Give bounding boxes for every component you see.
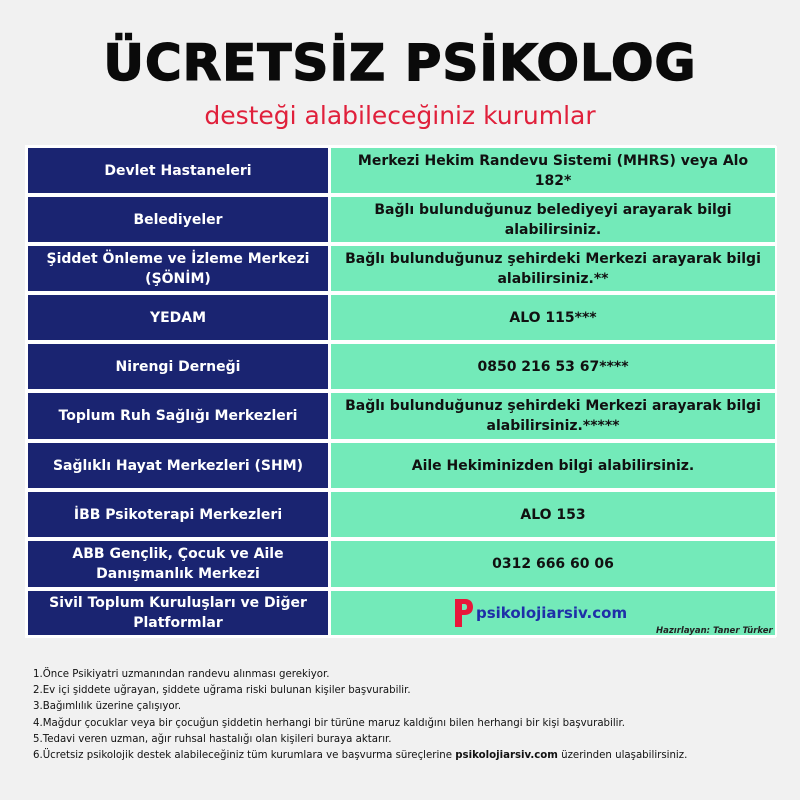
footnote-item: 3.Bağımlılık üzerine çalışıyor. [33, 701, 182, 713]
info-cell: ALO 153 [330, 490, 777, 539]
footnote-item: 4.Mağdur çocuklar veya bir çocuğun şiddetin herhangi bir türüne maruz kaldığını bilen herhangi bir kişi başvurabilir. [33, 717, 626, 729]
page-subtitle: desteği alabileceğiniz kurumlar [204, 101, 596, 130]
institutions-table [25, 145, 776, 638]
info-cell: Bağlı bulunduğunuz şehirdeki Merkezi arayarak bilgi alabilirsiniz.***** [330, 391, 777, 441]
footnote-link[interactable]: psikolojiarsiv.com [455, 750, 558, 762]
table-row [26, 195, 777, 244]
institution-cell: YEDAM [26, 293, 330, 342]
table-row [26, 293, 777, 342]
institution-cell: Sivil Toplum Kuruluşları ve Diğer Platformlar [26, 589, 330, 637]
footnote-item: 2.Ev içi şiddete uğrayan, şiddete uğrama riski bulunan kişiler başvurabilir. [33, 685, 411, 697]
institution-cell: Nirengi Derneği [26, 342, 330, 391]
table-row [26, 146, 777, 195]
institution-cell: Belediyeler [26, 195, 330, 244]
info-cell: Bağlı bulunduğunuz belediyeyi arayarak bilgi alabilirsiniz. [330, 195, 777, 244]
prepared-by: Hazırlayan: Taner Türker [656, 626, 773, 636]
table-row [26, 539, 777, 589]
logo-p-icon [452, 597, 474, 629]
footnote-item: 1.Önce Psikiyatri uzmanından randevu alınması gerekiyor. [33, 669, 330, 680]
logo-text: psikolojiarsiv.com [476, 604, 628, 622]
info-cell: Bağlı bulunduğunuz şehirdeki Merkezi arayarak bilgi alabilirsiniz.** [330, 244, 777, 293]
footnotes [33, 667, 783, 764]
info-cell: 0312 666 60 06 [330, 539, 777, 589]
table-row [26, 441, 777, 490]
table-row [26, 490, 777, 539]
footnote-item: 5.Tedavi veren uzman, ağır ruhsal hastalığı olan kişileri buraya aktarır. [33, 733, 392, 745]
institution-cell: İBB Psikoterapi Merkezleri [26, 490, 330, 539]
table-row [26, 342, 777, 391]
info-cell: 0850 216 53 67**** [330, 342, 777, 391]
institution-cell: Devlet Hastaneleri [26, 146, 330, 195]
institution-cell: Şiddet Önleme ve İzleme Merkezi (ŞÖNİM) [26, 244, 330, 293]
institution-cell: ABB Gençlik, Çocuk ve Aile Danışmanlık Merkezi [26, 539, 330, 589]
footnote-text: 6.Ücretsiz psikolojik destek alabileceğiniz tüm kurumlara ve başvurma süreçlerine [33, 750, 456, 762]
footnote-item [33, 748, 783, 764]
footnote-text: üzerinden ulaşabilirsiniz. [557, 750, 688, 762]
institution-cell: Sağlıklı Hayat Merkezleri (SHM) [26, 441, 330, 490]
table-row [26, 244, 777, 293]
info-cell: ALO 115*** [330, 293, 777, 342]
psikolojiarsiv-logo[interactable] [452, 593, 627, 633]
page-title: ÜCRETSİZ PSİKOLOG [103, 34, 697, 92]
info-cell: Merkezi Hekim Randevu Sistemi (MHRS) veya Alo 182* [330, 146, 777, 195]
info-cell: Aile Hekiminizden bilgi alabilirsiniz. [330, 441, 777, 490]
table-row [26, 391, 777, 441]
institution-cell: Toplum Ruh Sağlığı Merkezleri [26, 391, 330, 441]
